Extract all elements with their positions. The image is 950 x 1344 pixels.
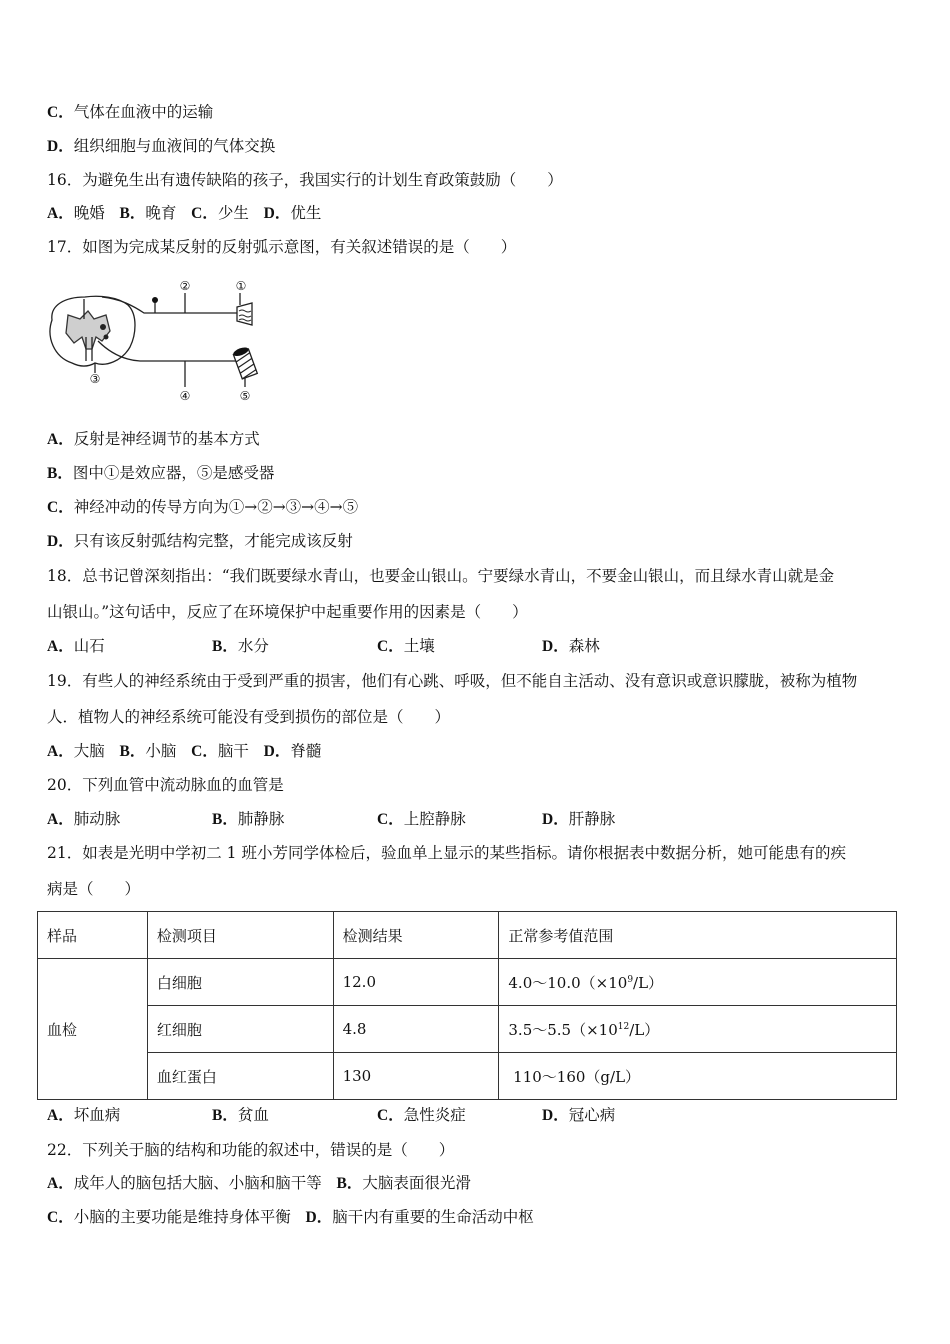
range-cell: $3.5\sim 5.5(\times 10^{12}/L)$	[499, 1006, 897, 1053]
q16-options: A．晚婚 B．晚育 C．少生 D．优生	[47, 204, 322, 222]
q20-option-b: B．肺静脉	[212, 810, 285, 828]
header-item: 检测项目	[147, 912, 333, 959]
range-cell: $4.0\sim 10.0(\times 10^9/L)$	[499, 959, 897, 1006]
q17-stem: 17．如图为完成某反射的反射弧示意图，有关叙述错误的是（ ）	[47, 238, 517, 256]
item-cell: 白细胞	[147, 959, 333, 1006]
q18-option-b: B．水分	[212, 637, 269, 655]
q20-option-c: C．上腔静脉	[377, 810, 466, 828]
label-3: ③	[89, 372, 101, 386]
item-cell: 血红蛋白	[147, 1053, 333, 1100]
q21-stem-line2: 病是（ ）	[47, 880, 141, 898]
table-row	[38, 959, 897, 1006]
q20-option-d: D．肝静脉	[542, 810, 616, 828]
q22-stem: 22．下列关于脑的结构和功能的叙述中，错误的是（ ）	[47, 1141, 455, 1159]
q19-stem-line2: 人．植物人的神经系统可能没有受到损伤的部位是（ ）	[47, 708, 451, 726]
label-4: ④	[179, 389, 191, 403]
q19-options: A．大脑 B．小脑 C．脑干 D．脊髓	[47, 742, 322, 760]
blood-test-table	[37, 911, 897, 1100]
q21-stem-line1: 21．如表是光明中学初二 1 班小芳同学体检后，验血单上显示的某些指标。请你根据表中数据分析，她可能患有的疾	[47, 844, 846, 862]
result-cell: 4.8	[333, 1006, 499, 1053]
q21-option-c: C．急性炎症	[377, 1106, 466, 1124]
header-result: 检测结果	[333, 912, 499, 959]
range-cell: 110～160（g/L）	[499, 1053, 897, 1100]
label-1: ①	[235, 279, 247, 293]
item-cell: 红细胞	[147, 1006, 333, 1053]
label-2: ②	[179, 279, 191, 293]
reflex-arc-diagram	[40, 275, 270, 410]
sample-cell: 血检	[38, 959, 148, 1100]
table-header-row	[38, 912, 897, 959]
q18-option-d: D．森林	[542, 637, 600, 655]
q18-stem-line2: 山银山。”这句话中，反应了在环境保护中起重要作用的因素是（ ）	[47, 603, 528, 621]
result-cell: 12.0	[333, 959, 499, 1006]
q21-option-b: B．贫血	[212, 1106, 269, 1124]
q17-option-a: A．反射是神经调节的基本方式	[47, 430, 260, 448]
q21-option-d: D．冠心病	[542, 1106, 616, 1124]
q19-stem-line1: 19．有些人的神经系统由于受到严重的损害，他们有心跳、呼吸，但不能自主活动、没有意识或意识朦胧，被称为植物	[47, 672, 858, 690]
q22-options-cd: C．小脑的主要功能是维持身体平衡 D．脑干内有重要的生命活动中枢	[47, 1208, 534, 1226]
q18-option-a: A．山石	[47, 637, 105, 655]
q22-options-ab: A．成年人的脑包括大脑、小脑和脑干等 B．大脑表面很光滑	[47, 1174, 471, 1192]
header-range: 正常参考值范围	[499, 912, 897, 959]
q15-option-c: C．气体在血液中的运输	[47, 103, 214, 121]
header-sample: 样品	[38, 912, 148, 959]
q17-option-b: B．图中①是效应器，⑤是感受器	[47, 464, 275, 482]
q18-option-c: C．土壤	[377, 637, 435, 655]
table-row	[38, 1006, 897, 1053]
table-row	[38, 1053, 897, 1100]
reflex-arc-illustration	[40, 275, 270, 410]
label-5: ⑤	[239, 389, 251, 403]
q17-option-d: D．只有该反射弧结构完整，才能完成该反射	[47, 532, 353, 550]
q17-option-c: C．神经冲动的传导方向为①→②→③→④→⑤	[47, 498, 359, 516]
q18-stem-line1: 18．总书记曾深刻指出：“我们既要绿水青山，也要金山银山。宁要绿水青山，不要金山银山，而且绿水青山就是金	[47, 567, 835, 585]
q15-option-d: D．组织细胞与血液间的气体交换	[47, 137, 276, 155]
result-cell: 130	[333, 1053, 499, 1100]
q16-stem: 16．为避免生出有遗传缺陷的孩子，我国实行的计划生育政策鼓励（ ）	[47, 171, 563, 189]
q20-stem: 20．下列血管中流动脉血的血管是	[47, 776, 284, 794]
q20-option-a: A．肺动脉	[47, 810, 121, 828]
q21-option-a: A．坏血病	[47, 1106, 121, 1124]
